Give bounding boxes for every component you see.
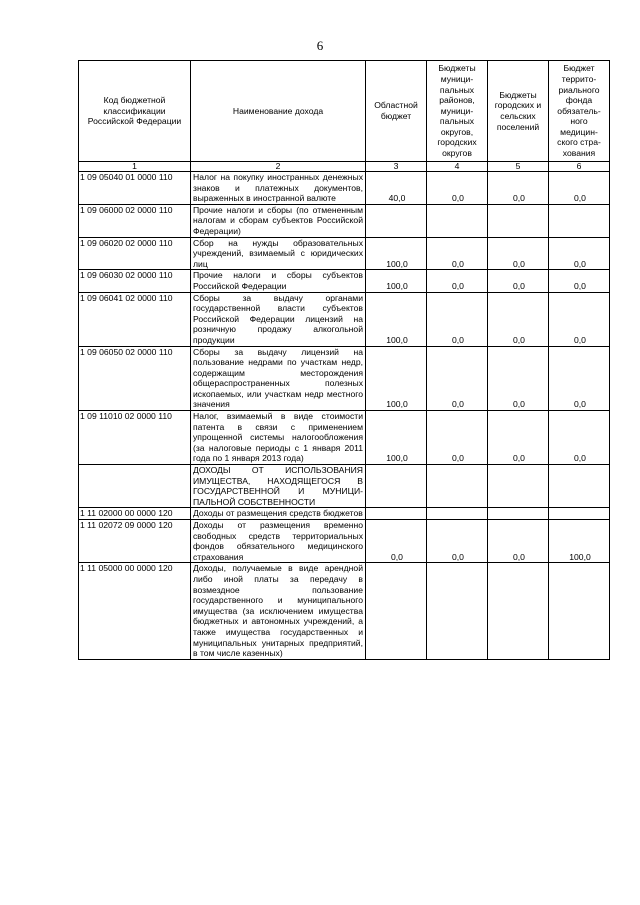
- row-tfoms-value: [549, 465, 610, 508]
- header-name: Наименование дохода: [191, 61, 366, 162]
- row-code: 1 09 11010 02 0000 110: [79, 411, 191, 465]
- table-row: [79, 204, 610, 237]
- row-urban-rural-value: 0,0: [488, 172, 549, 205]
- row-regional-value: 100,0: [366, 292, 427, 346]
- row-municipal-value: [427, 204, 488, 237]
- table-header-row: [79, 61, 610, 162]
- row-regional-value: 0,0: [366, 520, 427, 563]
- row-regional-value: [366, 465, 427, 508]
- column-number: 3: [366, 162, 427, 172]
- row-tfoms-value: 0,0: [549, 292, 610, 346]
- column-number: 2: [191, 162, 366, 172]
- row-regional-value: [366, 563, 427, 659]
- table-row: [79, 520, 610, 563]
- table-row: [79, 270, 610, 292]
- row-name: Сбор на нужды образовательных учреждений, взимаемый с юридических лиц: [191, 237, 366, 270]
- row-urban-rural-value: 0,0: [488, 292, 549, 346]
- row-municipal-value: 0,0: [427, 346, 488, 411]
- row-urban-rural-value: [488, 563, 549, 659]
- page-number: 6: [316, 38, 324, 53]
- row-code: 1 09 06050 02 0000 110: [79, 346, 191, 411]
- table-row: [79, 346, 610, 411]
- header-code: Код бюджетной классификации Российской Федерации: [79, 61, 191, 162]
- row-regional-value: 40,0: [366, 172, 427, 205]
- row-regional-value: 100,0: [366, 237, 427, 270]
- row-code: 1 09 06020 02 0000 110: [79, 237, 191, 270]
- row-code: [79, 465, 191, 508]
- row-municipal-value: 0,0: [427, 172, 488, 205]
- row-name: Доходы от размещения средств бюджетов: [191, 508, 366, 520]
- row-regional-value: [366, 508, 427, 520]
- row-name: Прочие налоги и сборы субъектов Российской Федерации: [191, 270, 366, 292]
- row-code: 1 09 05040 01 0000 110: [79, 172, 191, 205]
- table-row: [79, 411, 610, 465]
- row-municipal-value: 0,0: [427, 237, 488, 270]
- row-name: Сборы за выдачу лицензий на пользование недрами по участкам недр, содержащим месторождения общераспространенных полезных ископаемых, или участкам недр местного значения: [191, 346, 366, 411]
- column-number: 1: [79, 162, 191, 172]
- row-code: 1 11 05000 00 0000 120: [79, 563, 191, 659]
- row-name: Доходы от размещения временно свободных средств территориальных фондов обязательного медицинского страхования: [191, 520, 366, 563]
- table-row: [79, 508, 610, 520]
- row-urban-rural-value: [488, 204, 549, 237]
- row-code: 1 09 06000 02 0000 110: [79, 204, 191, 237]
- table-row: [79, 563, 610, 659]
- row-name: Прочие налоги и сборы (по отмененным налогам и сборам субъектов Российской Федерации): [191, 204, 366, 237]
- revenue-table: [78, 60, 610, 660]
- column-number: 5: [488, 162, 549, 172]
- table-row: [79, 237, 610, 270]
- row-name: Налог на покупку иностранных денежных знаков и платежных документов, выраженных в иностранной валюте: [191, 172, 366, 205]
- row-tfoms-value: 0,0: [549, 411, 610, 465]
- row-urban-rural-value: [488, 508, 549, 520]
- row-code: 1 09 06041 02 0000 110: [79, 292, 191, 346]
- row-urban-rural-value: 0,0: [488, 237, 549, 270]
- row-urban-rural-value: 0,0: [488, 411, 549, 465]
- row-urban-rural-value: 0,0: [488, 520, 549, 563]
- column-number-row: [79, 162, 610, 172]
- header-municipal: Бюджеты муници-пальных районов, муници-пальных округов, городских округов: [427, 61, 488, 162]
- row-municipal-value: 0,0: [427, 520, 488, 563]
- row-municipal-value: 0,0: [427, 270, 488, 292]
- row-tfoms-value: 0,0: [549, 237, 610, 270]
- row-tfoms-value: 0,0: [549, 346, 610, 411]
- row-regional-value: [366, 204, 427, 237]
- header-regional: Областной бюджет: [366, 61, 427, 162]
- row-name: Доходы, получаемые в виде арендной либо иной платы за передачу в возмездное пользование государственного и муниципального имущества (за исключением имущества бюджетных и автономных учреждений, а также имущества государственных и муниципальных унитарных предприятий, в том числе казенных): [191, 563, 366, 659]
- row-regional-value: 100,0: [366, 346, 427, 411]
- row-tfoms-value: 0,0: [549, 270, 610, 292]
- row-name: Сборы за выдачу органами государственной власти субъектов Российской Федерации лицензий на розничную продажу алкогольной продукции: [191, 292, 366, 346]
- table-row: [79, 292, 610, 346]
- row-name: Налог, взимаемый в виде стоимости патента в связи с применением упрощенной системы налогообложения (за налоговые периоды с 1 января 2011 года по 1 января 2013 года): [191, 411, 366, 465]
- row-tfoms-value: [549, 508, 610, 520]
- row-municipal-value: 0,0: [427, 411, 488, 465]
- header-tfoms: Бюджет террито-риального фонда обязатель-ного медицин-ского стра-хования: [549, 61, 610, 162]
- row-regional-value: 100,0: [366, 411, 427, 465]
- row-municipal-value: [427, 508, 488, 520]
- header-urban-rural: Бюджеты городских и сельских поселений: [488, 61, 549, 162]
- row-regional-value: 100,0: [366, 270, 427, 292]
- row-urban-rural-value: 0,0: [488, 270, 549, 292]
- row-tfoms-value: [549, 204, 610, 237]
- row-urban-rural-value: 0,0: [488, 346, 549, 411]
- row-municipal-value: [427, 465, 488, 508]
- row-tfoms-value: [549, 563, 610, 659]
- row-code: 1 11 02000 00 0000 120: [79, 508, 191, 520]
- column-number: 6: [549, 162, 610, 172]
- row-code: 1 09 06030 02 0000 110: [79, 270, 191, 292]
- row-municipal-value: [427, 563, 488, 659]
- row-tfoms-value: 0,0: [549, 172, 610, 205]
- section-heading: ДОХОДЫ ОТ ИСПОЛЬЗОВАНИЯ ИМУЩЕСТВА, НАХОДЯЩЕГОСЯ В ГОСУДАРСТВЕННОЙ И МУНИЦИ-ПАЛЬНОЙ СОБСТВЕННОСТИ: [191, 465, 366, 508]
- row-code: 1 11 02072 09 0000 120: [79, 520, 191, 563]
- column-number: 4: [427, 162, 488, 172]
- row-municipal-value: 0,0: [427, 292, 488, 346]
- row-urban-rural-value: [488, 465, 549, 508]
- section-row: [79, 465, 610, 508]
- row-tfoms-value: 100,0: [549, 520, 610, 563]
- table-row: [79, 172, 610, 205]
